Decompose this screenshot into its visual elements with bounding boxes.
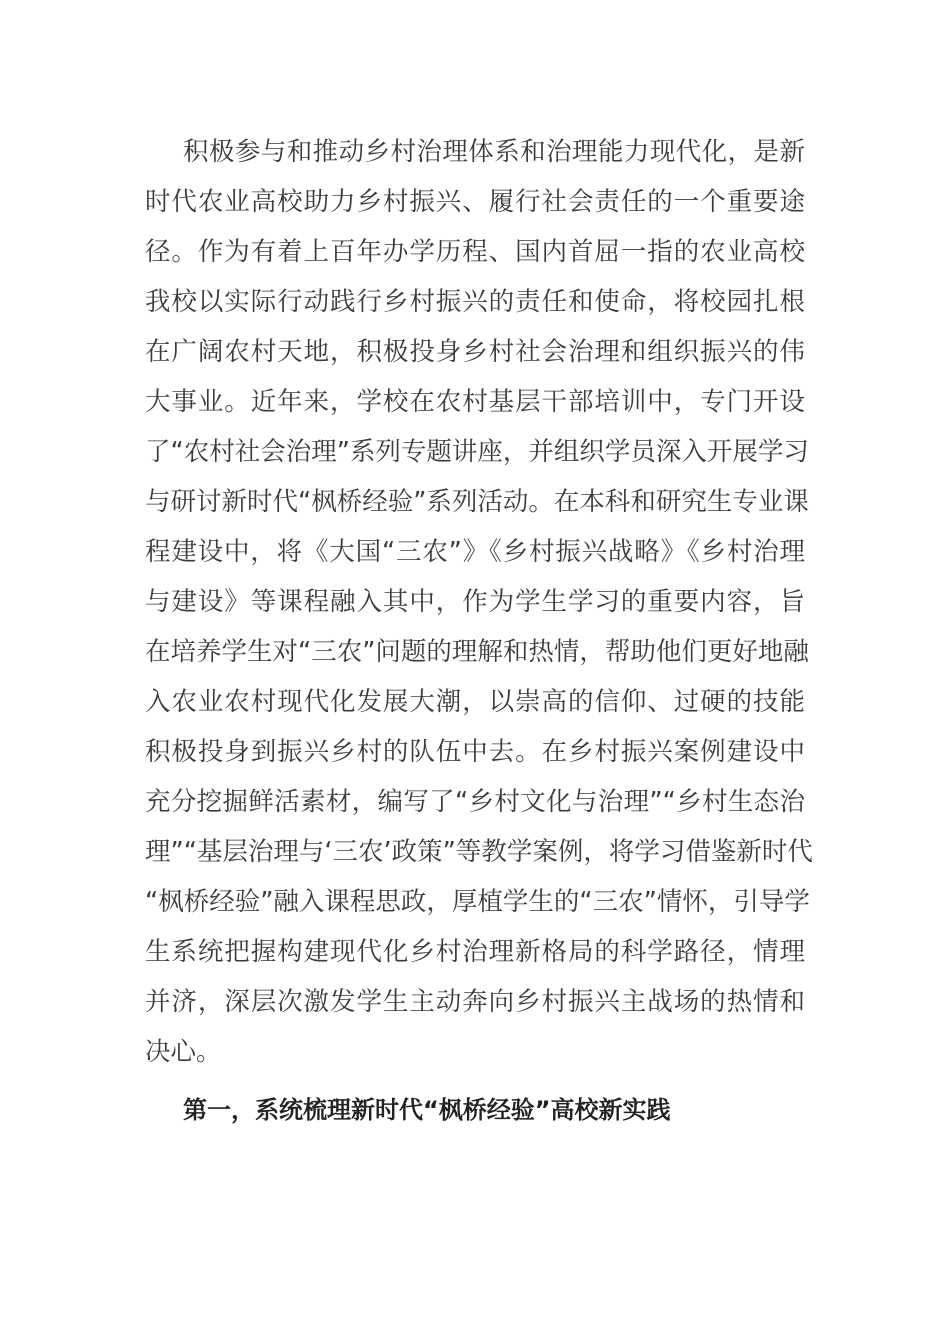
paragraph-line: 生系统把握构建现代化乡村治理新格局的科学路径，情理: [145, 937, 805, 967]
paragraph-line: 积极投身到振兴乡村的队伍中去。在乡村振兴案例建设中: [145, 737, 805, 767]
paragraph-line: 积极参与和推动乡村治理体系和治理能力现代化，是新: [183, 137, 805, 167]
paragraph-line: 充分挖掘鲜活素材，编写了“乡村文化与治理”“乡村生态治: [145, 787, 805, 817]
paragraph-line: 并济，深层次激发学生主动奔向乡村振兴主战场的热情和: [145, 987, 805, 1017]
paragraph-line: 理”“基层治理与‘三农’政策”等教学案例，将学习借鉴新时代: [145, 837, 813, 867]
paragraph-line: 程建设中，将《大国“三农”》《乡村振兴战略》《乡村治理: [145, 537, 805, 567]
paragraph-line: 时代农业高校助力乡村振兴、履行社会责任的一个重要途: [145, 187, 805, 217]
paragraph-line: 与建设》等课程融入其中，作为学生学习的重要内容，旨: [145, 587, 805, 617]
paragraph-line: 了“农村社会治理”系列专题讲座，并组织学员深入开展学习: [145, 437, 809, 467]
paragraph-line: 在广阔农村天地，积极投身乡村社会治理和组织振兴的伟: [145, 337, 805, 367]
paragraph-line: 与研讨新时代“枫桥经验”系列活动。在本科和研究生专业课: [145, 487, 809, 517]
paragraph-line: 入农业农村现代化发展大潮，以崇高的信仰、过硬的技能: [145, 687, 805, 717]
paragraph-line: 径。作为有着上百年办学历程、国内首屈一指的农业高校: [145, 237, 805, 267]
paragraph-line: “枫桥经验”融入课程思政，厚植学生的“三农”情怀，引导学: [145, 887, 810, 917]
paragraph-line: 决心。: [145, 1037, 222, 1067]
paragraph-line: 在培养学生对“三农”问题的理解和热情，帮助他们更好地融: [145, 637, 809, 667]
paragraph-line: 大事业。近年来，学校在农村基层干部培训中，专门开设: [145, 387, 805, 417]
body-paragraph: [145, 132, 813, 1082]
paragraph-line: 我校以实际行动践行乡村振兴的责任和使命，将校园扎根: [145, 287, 805, 317]
section-heading: 第一，系统梳理新时代“枫桥经验”高校新实践: [183, 1096, 671, 1124]
